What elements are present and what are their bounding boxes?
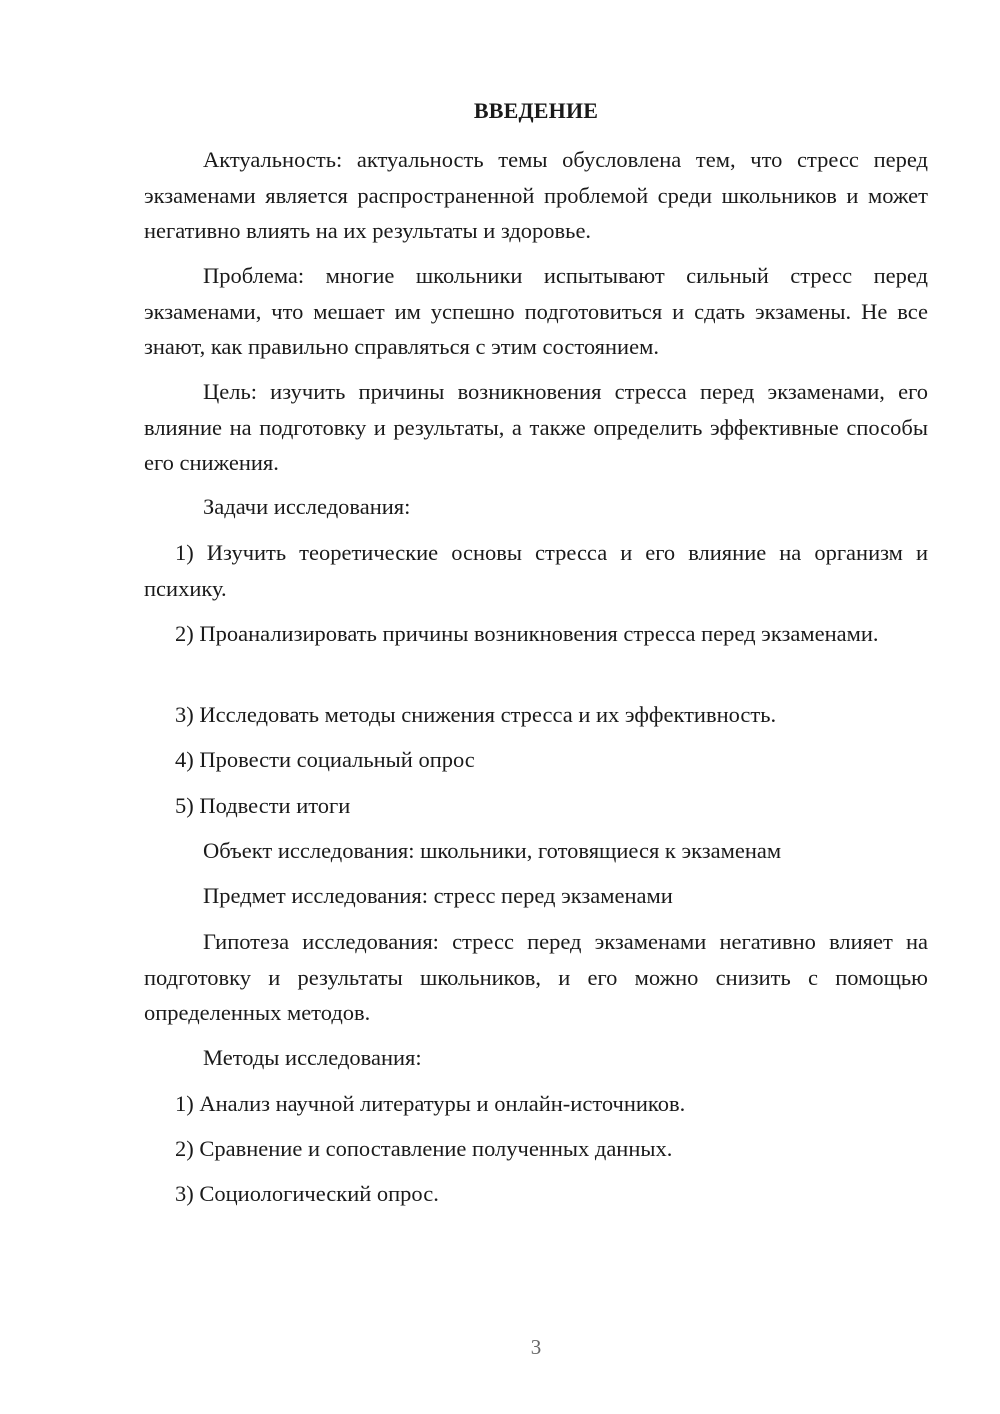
task-item-1: 1) Изучить теоретические основы стресса и его влияние на организм и психику. <box>144 540 928 601</box>
object-paragraph: Объект исследования: школьники, готовящиеся к экзаменам <box>203 838 782 863</box>
task-item-2: 2) Проанализировать причины возникновения стресса перед экзаменами. <box>175 621 879 646</box>
method-item-1: 1) Анализ научной литературы и онлайн-источников. <box>175 1091 686 1116</box>
task-item-4: 4) Провести социальный опрос <box>175 747 475 772</box>
goal-paragraph: Цель: изучить причины возникновения стресса перед экзаменами, его влияние на подготовку и результаты, а также определить эффективные способы его снижения. <box>144 379 928 475</box>
subject-paragraph: Предмет исследования: стресс перед экзаменами <box>203 883 673 908</box>
section-title: ВВЕДЕНИЕ <box>473 98 599 123</box>
tasks-heading: Задачи исследования: <box>203 494 411 519</box>
relevance-paragraph: Актуальность: актуальность темы обусловлена тем, что стресс перед экзаменами является распространенной проблемой среди школьников и может негативно влиять на их результаты и здоровье. <box>144 147 928 243</box>
methods-heading: Методы исследования: <box>203 1045 422 1070</box>
page-number: 3 <box>530 1335 542 1359</box>
method-item-3: 3) Социологический опрос. <box>175 1181 439 1206</box>
problem-paragraph: Проблема: многие школьники испытывают сильный стресс перед экзаменами, что мешает им успешно подготовиться и сдать экзамены. Не все знают, как правильно справляться с этим состоянием. <box>144 263 928 359</box>
task-item-5: 5) Подвести итоги <box>175 793 351 818</box>
hypothesis-paragraph: Гипотеза исследования: стресс перед экзаменами негативно влияет на подготовку и результаты школьников, и его можно снизить с помощью определенных методов. <box>144 929 928 1025</box>
method-item-2: 2) Сравнение и сопоставление полученных данных. <box>175 1136 673 1161</box>
task-item-3: 3) Исследовать методы снижения стресса и их эффективность. <box>175 702 777 727</box>
